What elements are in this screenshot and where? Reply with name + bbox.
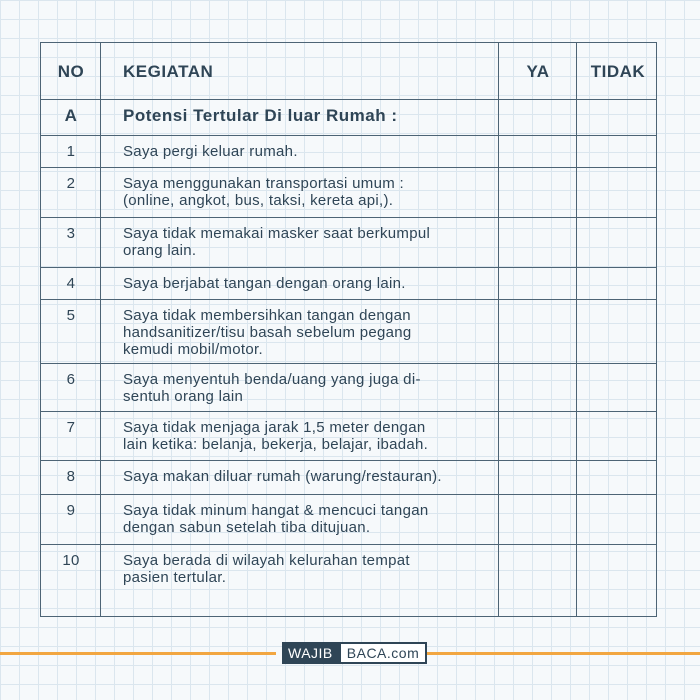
activity-line: (online, angkot, bus, taksi, kereta api,). [123, 192, 394, 209]
activity-line: Saya menyentuh benda/uang yang juga di- [123, 371, 421, 388]
row-activity [123, 502, 498, 536]
activity-line: lain ketika: belanja, bekerja, belajar, ibadah. [123, 436, 429, 453]
row-activity [123, 552, 498, 586]
footer-rule-right [426, 652, 700, 655]
header-tidak: TIDAK [590, 62, 646, 81]
activity-line: dengan sabun setelah tiba ditujuan. [123, 519, 371, 536]
brand-logo [282, 642, 427, 664]
activity-line: Saya pergi keluar rumah. [123, 143, 298, 160]
activity-line: Saya berada di wilayah kelurahan tempat [123, 552, 410, 569]
row-divider [41, 217, 656, 218]
activity-line: pasien tertular. [123, 569, 227, 586]
activity-line: Saya tidak membersihkan tangan dengan [123, 307, 411, 324]
activity-line: Saya tidak minum hangat & mencuci tangan [123, 502, 429, 519]
activity-line: Saya menggunakan transportasi umum : [123, 175, 404, 192]
row-divider [41, 167, 656, 168]
row-number: 5 [66, 307, 76, 324]
row-divider [41, 99, 656, 100]
row-divider [41, 135, 656, 136]
header-ya: YA [526, 62, 550, 81]
row-divider [41, 411, 656, 412]
row-number: 3 [66, 225, 76, 242]
row-activity [123, 143, 498, 160]
activity-line: Saya makan diluar rumah (warung/restauran). [123, 468, 442, 485]
row-number: 9 [66, 502, 76, 519]
row-number: 1 [66, 143, 76, 160]
section-code: A [64, 106, 78, 125]
section-title: Potensi Tertular Di luar Rumah : [123, 106, 398, 125]
row-divider [41, 299, 656, 300]
activity-line: orang lain. [123, 242, 197, 259]
row-activity [123, 468, 498, 485]
col-divider [576, 43, 577, 616]
row-divider [41, 460, 656, 461]
row-divider [41, 363, 656, 364]
activity-line: Saya tidak memakai masker saat berkumpul [123, 225, 431, 242]
header-no: NO [57, 62, 85, 81]
activity-line: Saya berjabat tangan dengan orang lain. [123, 275, 406, 292]
logo-part-1: WAJIB [282, 642, 339, 664]
row-activity [123, 307, 498, 358]
row-divider [41, 544, 656, 545]
logo-part-2: BACA.com [339, 642, 427, 664]
footer-rule-left [0, 652, 276, 655]
row-divider [41, 494, 656, 495]
activity-line: sentuh orang lain [123, 388, 244, 405]
row-activity [123, 175, 498, 209]
header-kegiatan: KEGIATAN [123, 62, 214, 81]
activity-line: kemudi mobil/motor. [123, 341, 263, 358]
row-activity [123, 419, 498, 453]
row-activity [123, 225, 498, 259]
row-number: 8 [66, 468, 76, 485]
row-activity [123, 275, 498, 292]
row-number: 10 [62, 552, 80, 569]
activity-line: Saya tidak menjaga jarak 1,5 meter dengan [123, 419, 426, 436]
checklist-table [40, 42, 657, 617]
row-number: 4 [66, 275, 76, 292]
row-activity [123, 371, 498, 405]
row-number: 6 [66, 371, 76, 388]
row-divider [41, 267, 656, 268]
row-number: 7 [66, 419, 76, 436]
col-divider [100, 43, 101, 616]
row-number: 2 [66, 175, 76, 192]
col-divider [498, 43, 499, 616]
activity-line: handsanitizer/tisu basah sebelum pegang [123, 324, 412, 341]
